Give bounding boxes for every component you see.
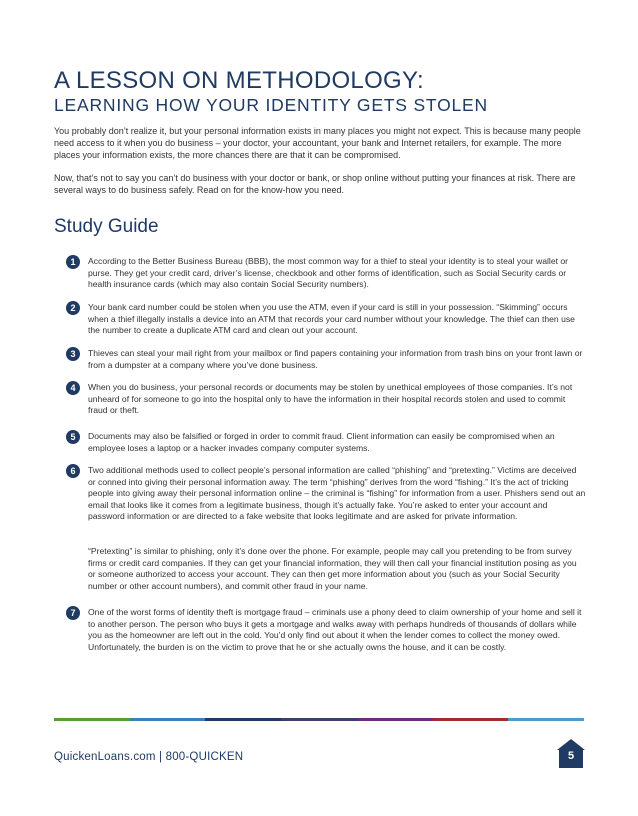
number-badge: 4: [66, 381, 80, 395]
list-item-text: Thieves can steal your mail right from your mailbox or find papers containing your information from trash bins on your front lawn or from a dumpster at a company where you’ve done business.: [88, 348, 583, 370]
color-bar-segment: [281, 718, 357, 721]
number-badge: 7: [66, 606, 80, 620]
list-item-text: Your bank card number could be stolen when you use the ATM, even if your card is still in your possession. “Skimming” occurs when a thief illegally installs a device into an ATM that records your card number without your knowledge. The thief can then use the number to create a duplicate ATM card and clean out your account.: [88, 302, 575, 336]
intro-paragraph-2: Now, that’s not to say you can’t do business with your doctor or bank, or shop online without putting your finances at risk. There are several ways to do business safely. Read on for the know-how you need.: [54, 173, 576, 195]
color-bar-segment: [357, 718, 433, 721]
color-bar-segment: [433, 718, 509, 721]
page-number-badge: [556, 738, 586, 768]
page-number: 5: [567, 750, 575, 762]
footer-contact: QuickenLoans.com | 800-QUICKEN: [54, 751, 244, 763]
list-item-text: According to the Better Business Bureau (BBB), the most common way for a thief to steal your identity is to steal your wallet or purse. They get your credit card, driver’s license, checkbook and other forms of identification, such as Social Security cards or health insurance cards (which may also contain Social Security numbers).: [88, 256, 569, 290]
intro-paragraph-1: You probably don’t realize it, but your personal information exists in many places you might not expect. This is because many people need access to it when you do business – your doctor, your accountant, your bank and Internet retailers, for example. The more places your information exists, the more chances there are that it can be compromised.: [54, 126, 581, 160]
number-badge: 1: [66, 255, 80, 269]
number-badge: 2: [66, 301, 80, 315]
number-badge: 5: [66, 430, 80, 444]
page-subtitle: LEARNING HOW YOUR IDENTITY GETS STOLEN: [54, 95, 488, 115]
list-item-text: When you do business, your personal records or documents may be stolen by unethical employees of those companies. It’s not unheard of for someone to go into the hospital only to have the information in their hospital records stolen and used to commit fraud or theft.: [88, 382, 573, 416]
list-item-text-continued: “Pretexting” is similar to phishing, only it’s done over the phone. For example, people may call you pretending to be from survey firms or credit card companies. If they can get your financial information, they will then call your financial institution posing as you or someone authorized to access your account. They can then get more information about you (such as your Social Security number or other account numbers), and commit other fraud in your name.: [88, 546, 577, 591]
color-bar-segment: [205, 718, 281, 721]
list-item-text: Two additional methods used to collect people’s personal information are called “phishing” and “pretexting.” Victims are deceived or conned into giving their personal information away. The term “phishing” derives from the word “fishing.” It’s the act of tricking people into giving away their personal information online – the criminal is “fishing” for information from a user. Phishers send out an email that looks like it comes from a legitimate business, though it’s actually fake. You’re asked to enter your account and password information or are directed to a fake website that looks legitimate and are asked for private information.: [88, 465, 586, 522]
color-bar-divider: [54, 718, 584, 721]
section-heading-study-guide: Study Guide: [54, 216, 159, 237]
color-bar-segment: [508, 718, 584, 721]
list-item-text: Documents may also be falsified or forged in order to commit fraud. Client information can easily be compromised when an employee loses a laptop or a hacker invades company computer systems.: [88, 431, 555, 453]
number-badge: 6: [66, 464, 80, 478]
color-bar-segment: [130, 718, 206, 721]
number-badge: 3: [66, 347, 80, 361]
page-title: A LESSON ON METHODOLOGY:: [54, 67, 424, 94]
color-bar-segment: [54, 718, 130, 721]
list-item-text: One of the worst forms of identity theft is mortgage fraud – criminals use a phony deed to claim ownership of your home and sell it to another person. The person who buys it gets a mortgage and walks away with perhaps hundreds of thousands of dollars while you as the homeowner are left out in the cold. You’d only find out about it when the lender comes to collect the money owed. Unfortunately, the burden is on the victim to prove that he or she actually owns the house, and it can be costly.: [88, 607, 582, 652]
